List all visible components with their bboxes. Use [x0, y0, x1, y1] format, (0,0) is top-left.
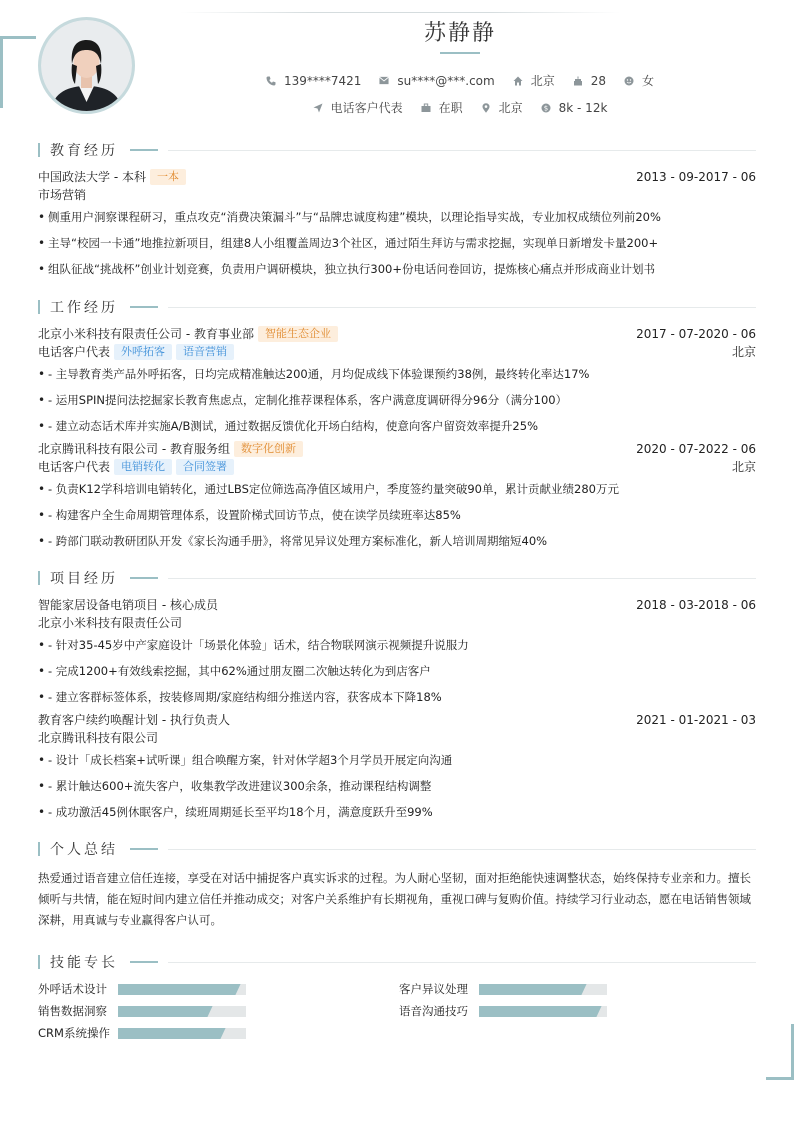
list-item: • - 跨部门联动教研团队开发《家长沟通手册》，将常见异议处理方案标准化，新人培训周期缩短40% [38, 533, 756, 549]
candidate-name: 苏静静 [423, 21, 496, 46]
list-item: • - 建立动态话术库并实施A/B测试，通过数据反馈优化开场白结构，使意向客户留资效率提升25% [38, 418, 756, 434]
project-header [38, 596, 756, 614]
skill-label: 外呼话术设计 [38, 982, 107, 996]
section-divider [168, 307, 756, 308]
school-tag: 一本 [150, 169, 186, 185]
company-name: 北京腾讯科技有限公司 - 教育服务组 [38, 442, 230, 456]
section-divider [168, 849, 756, 850]
section-marker [38, 955, 40, 969]
skill-item [38, 981, 246, 997]
skill-bar-fill [479, 1006, 594, 1017]
company-tag: 数字化创新 [234, 441, 303, 457]
skill-bar-track [118, 1028, 246, 1039]
list-item: • - 累计触达600+流失客户，收集教学改进建议300余条，推动课程结构调整 [38, 778, 756, 794]
project-entry [38, 596, 756, 705]
education-header [38, 168, 756, 186]
job-role-row [38, 458, 756, 476]
section-header [38, 298, 756, 316]
job-bullets [38, 366, 756, 434]
list-item: • - 负责K12学科培训电销转化，通过LBS定位筛选高净值区域用户，季度签约量突破90单，累计贡献业绩280万元 [38, 481, 756, 497]
project-entry [38, 711, 756, 820]
section-accent-line [130, 848, 158, 850]
role-tag: 外呼拓客 [114, 344, 172, 360]
role-tag: 语音营销 [176, 344, 234, 360]
cake-icon [573, 76, 583, 86]
job-role: 电话客户代表 [38, 345, 111, 359]
skills-section [38, 953, 756, 1040]
mail-icon [379, 76, 389, 86]
contact-email: su****@***.com [379, 74, 494, 88]
list-item: • - 运用SPIN提问法挖掘家长教育焦虑点，定制化推荐课程体系，客户满意度调研得分96分（满分100） [38, 392, 756, 408]
section-header [38, 953, 756, 971]
location-pin-icon [481, 103, 491, 113]
skill-item [38, 1003, 246, 1019]
list-item: • 组队征战“挑战杯”创业计划竞赛，负责用户调研模块，独立执行300+份电话问卷回访，提炼核心痛点并形成商业计划书 [38, 261, 756, 277]
contact-age: 28 [573, 74, 606, 88]
list-item: • 主导“校园一卡通”地推拉新项目，组建8人小组覆盖周边3个社区，通过陌生拜访与需求挖掘，实现单日新增发卡量200+ [38, 235, 756, 251]
education-section [38, 141, 756, 287]
skill-label: 销售数据洞察 [38, 1004, 107, 1018]
send-icon [313, 103, 323, 113]
section-title: 个人总结 [50, 842, 118, 858]
project-dates: 2021 - 01-2021 - 03 [636, 713, 756, 727]
contact-gender: 女 [624, 72, 654, 89]
section-title: 工作经历 [50, 300, 118, 316]
section-header [38, 141, 756, 159]
skill-item [38, 1025, 246, 1041]
contact-home: 北京 [513, 72, 555, 89]
section-marker [38, 143, 40, 157]
project-company-row [38, 729, 756, 747]
project-dates: 2018 - 03-2018 - 06 [636, 598, 756, 612]
job-status: 在职 [421, 99, 463, 116]
project-bullets [38, 752, 756, 820]
education-bullets [38, 209, 756, 277]
section-marker [38, 571, 40, 585]
project-company: 北京小米科技有限责任公司 [38, 616, 183, 630]
section-accent-line [130, 306, 158, 308]
job-city: 北京 [731, 345, 756, 359]
job-header [38, 325, 756, 343]
school-name: 中国政法大学 - 本科 [38, 170, 146, 184]
list-item: • - 设计「成长档案+试听课」组合唤醒方案，针对休学超3个月学员开展定向沟通 [38, 752, 756, 768]
skill-bar-track [479, 1006, 607, 1017]
skill-bar-fill [118, 984, 233, 995]
contact-row-2 [0, 99, 794, 116]
skill-bar-track [118, 1006, 246, 1017]
skill-label: 语音沟通技巧 [399, 1004, 468, 1018]
job-role-row [38, 343, 756, 361]
section-divider [168, 962, 756, 963]
job-entry [38, 440, 756, 549]
section-title: 项目经历 [50, 571, 118, 587]
salary-icon [541, 103, 551, 113]
section-header [38, 569, 756, 587]
role-tag: 电销转化 [114, 459, 172, 475]
skill-bar-fill [479, 984, 579, 995]
skill-item [399, 1003, 607, 1019]
list-item: • - 完成1200+有效线索挖掘，其中62%通过朋友圈二次触达转化为到店客户 [38, 663, 756, 679]
skill-item [399, 981, 607, 997]
job-entry [38, 325, 756, 434]
skill-label: 客户异议处理 [399, 982, 468, 996]
project-name: 教育客户续约唤醒计划 - 执行负责人 [38, 713, 230, 727]
job-bullets [38, 481, 756, 549]
home-icon [513, 76, 523, 86]
role-tag: 合同签署 [176, 459, 234, 475]
project-company: 北京腾讯科技有限公司 [38, 731, 159, 745]
job-dates: 2020 - 07-2022 - 06 [636, 442, 756, 456]
phone-icon [266, 76, 276, 86]
corner-decoration-bottom-right [766, 1024, 794, 1080]
top-divider [180, 12, 620, 13]
summary-section [38, 840, 756, 931]
briefcase-icon [421, 103, 431, 113]
contact-row-1 [0, 72, 794, 89]
list-item: • - 建立客群标签体系，按装修周期/家庭结构细分推送内容，获客成本下降18% [38, 689, 756, 705]
skill-label: CRM系统操作 [38, 1026, 110, 1040]
section-header [38, 840, 756, 858]
list-item: • - 构建客户全生命周期管理体系，设置阶梯式回访节点，使在读学员续班率达85% [38, 507, 756, 523]
company-name: 北京小米科技有限责任公司 - 教育事业部 [38, 327, 254, 341]
expected-salary: $ 8k - 12k [541, 101, 608, 115]
list-item: • - 主导教育类产品外呼拓客，日均完成精准触达200通，月均促成线下体验课预约38例，最终转化率达17% [38, 366, 756, 382]
job-city: 北京 [731, 460, 756, 474]
job-intention: 电话客户代表 [313, 99, 403, 116]
svg-text:$: $ [543, 104, 548, 112]
summary-text: 热爱通过语音建立信任连接，享受在对话中捕捉客户真实诉求的过程。为人耐心坚韧，面对拒绝能快速调整状态，始终保持专业亲和力。擅长倾听与共情，能在短时间内建立信任并推动成交；对客户关系维护有长期视角，重视口碑与复购价值。持续学习行业动态，愿在电话销售领域深耕，用真诚与专业赢得客户认可。 [38, 871, 751, 927]
section-marker [38, 842, 40, 856]
work-section [38, 298, 756, 559]
job-dates: 2017 - 07-2020 - 06 [636, 327, 756, 341]
education-major [38, 186, 756, 204]
job-role: 电话客户代表 [38, 460, 111, 474]
contact-phone: 139****7421 [266, 74, 361, 88]
skill-bar-track [479, 984, 607, 995]
section-title: 教育经历 [50, 143, 118, 159]
list-item: • 侧重用户洞察课程研习，重点攻克“消费决策漏斗”与“品牌忠诚度构建”模块，以理论指导实战，专业加权成绩位列前20% [38, 209, 756, 225]
project-company-row [38, 614, 756, 632]
job-header [38, 440, 756, 458]
skill-bar-fill [118, 1006, 205, 1017]
company-tag: 智能生态企业 [258, 326, 338, 342]
skill-bar-track [118, 984, 246, 995]
section-divider [168, 578, 756, 579]
projects-section [38, 569, 756, 830]
section-divider [168, 150, 756, 151]
gender-icon [624, 76, 634, 86]
section-marker [38, 300, 40, 314]
project-name: 智能家居设备电销项目 - 核心成员 [38, 598, 218, 612]
section-accent-line [130, 149, 158, 151]
name-underline [440, 52, 480, 54]
section-accent-line [130, 961, 158, 963]
education-dates: 2013 - 09-2017 - 06 [636, 170, 756, 184]
list-item: • - 针对35-45岁中产家庭设计「场景化体验」话术，结合物联网演示视频提升说服力 [38, 637, 756, 653]
section-accent-line [130, 577, 158, 579]
project-bullets [38, 637, 756, 705]
section-title: 技能专长 [50, 955, 118, 971]
project-header [38, 711, 756, 729]
list-item: • - 成功激活45例休眠客户，续班周期延长至平均18个月，满意度跃升至99% [38, 804, 756, 820]
skill-bar-fill [118, 1028, 218, 1039]
major-name: 市场营销 [38, 188, 87, 202]
target-city: 北京 [481, 99, 523, 116]
